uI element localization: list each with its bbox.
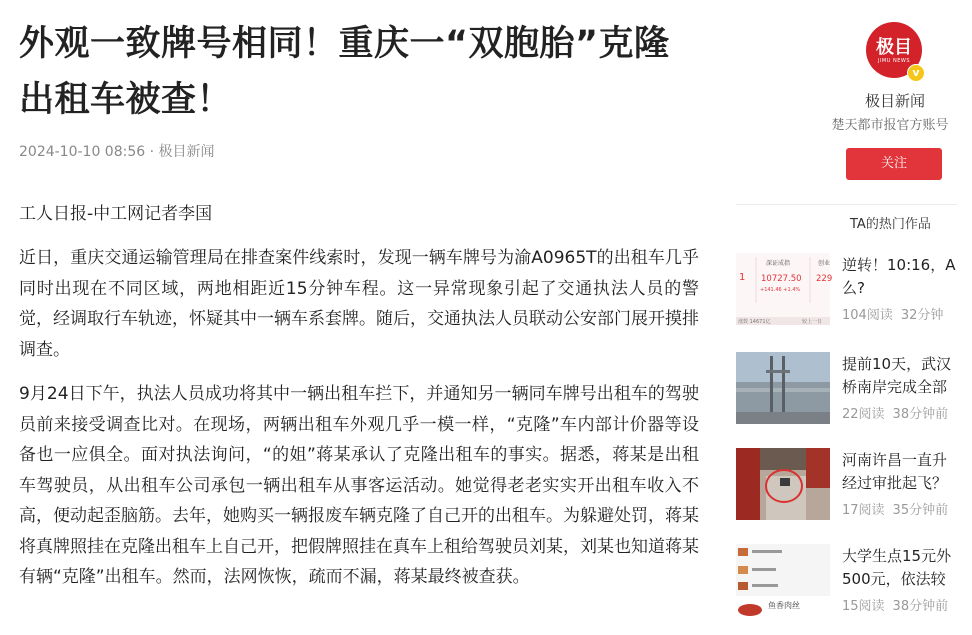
follow-button[interactable]: 关注 (846, 148, 942, 180)
hot-item-time: 32分钟 (900, 308, 944, 323)
hot-item-stats (842, 406, 956, 424)
food-order-thumbnail-image (736, 544, 830, 616)
hot-item-title[interactable] (842, 545, 972, 591)
verified-badge-icon: v (907, 64, 925, 82)
hot-item-stats (842, 307, 951, 325)
hot-works-heading: TA的热门作品 (850, 217, 931, 232)
hot-item-stats (842, 598, 956, 616)
hot-item-reads: 104阅读 (842, 308, 893, 323)
sidebar-divider (736, 204, 957, 205)
thumb-footer-b: 较上一日 (802, 319, 823, 325)
article-title-line1: 外观一致牌号相同！重庆一“双胞胎”克隆 (19, 24, 670, 64)
logo-text: 极目 (876, 37, 912, 58)
thumb-value-a: 10727.50 (761, 274, 802, 284)
hot-item-thumbnail[interactable] (736, 448, 830, 520)
article-meta: 2024-10-10 08:56 · 极目新闻 (19, 144, 215, 160)
hot-item-time: 38分钟前 (892, 599, 949, 614)
hot-item-thumbnail[interactable] (736, 352, 830, 424)
hot-item-reads: 17阅读 (842, 503, 885, 518)
account-description: 楚天都市报官方账号 (831, 118, 949, 133)
hot-item-stats (842, 502, 956, 520)
thumb-change-a: +141.46 +1.4% (760, 287, 801, 293)
article-paragraph-1: 近日，重庆交通运输管理局在排查案件线索时，发现一辆车牌号为渝A0965T的出租车几乎同时出现在不同区域，两地相距近15分钟车程。这一异常现象引起了交通执法人员的警觉，经调取行车轨迹，怀疑其中一辆车系套牌。随后，交通执法人员联动公安部门展开摸排调查。 (19, 248, 699, 360)
hot-item[interactable] (736, 448, 957, 520)
hot-item-title-line1: 提前10天，武汉 (842, 355, 952, 373)
thumb-left-value: 1 (739, 272, 746, 283)
hot-item-title-line2: 500元，依法较 (842, 570, 946, 588)
article (19, 0, 699, 593)
hot-item-reads: 15阅读 (842, 599, 885, 614)
article-title (19, 16, 699, 128)
hot-item[interactable] (736, 544, 957, 616)
hot-item-thumbnail[interactable] (736, 544, 830, 616)
logo-subtext: JIMU NEWS (877, 58, 911, 64)
thumb-label-b: 创业 (818, 260, 831, 267)
hot-item-time: 38分钟前 (892, 407, 949, 422)
thumb-footer-a: 涨数 14671亿 (738, 319, 771, 325)
hot-item-title[interactable] (842, 353, 972, 399)
thumb-value-b: 229 (816, 274, 833, 284)
hot-item[interactable] (736, 253, 957, 325)
hot-item-thumbnail[interactable] (736, 253, 833, 325)
thumb-caption: 鱼香肉丝 (768, 601, 800, 610)
hot-item[interactable] (736, 352, 957, 424)
hot-item-reads: 22阅读 (842, 407, 885, 422)
hot-item-title-line2: 桥南岸完成全部 (842, 378, 948, 396)
article-author: 工人日报-中工网记者李国 (19, 204, 213, 224)
helicopter-scene-thumbnail-image (736, 448, 830, 520)
article-paragraph-2: 9月24日下午，执法人员成功将其中一辆出租车拦下，并通知另一辆同车牌号出租车的驾驶员前来接受调查比对。在现场，两辆出租车外观几乎一模一样，“克隆”车内部计价器等设备也一应俱全。面对执法询问，“的姐”蒋某承认了克隆出租车的事实。据悉，蒋某是出租车驾驶员，从出租车公司承包一辆出租车从事客运活动。她觉得老老实实开出租车收入不高，便动起歪脑筋。去年，她购买一辆报废车辆克隆了自己开的出租车。为躲避处罚，蒋某将真牌照挂在克隆出租车上自己开，把假牌照挂在真车上租给驾驶员刘某，刘某也知道蒋某有辆“克隆”出租车。然而，法网恢恢，疏而不漏，蒋某最终被查获。 (19, 384, 699, 587)
hot-item-title[interactable] (842, 449, 972, 495)
stock-chart-thumbnail-image (736, 253, 833, 325)
hot-item-title-line2: 经过审批起飞？ (842, 474, 948, 492)
hot-item-title-line1: 大学生点15元外 (842, 547, 952, 565)
article-title-line2: 出租车被查！ (19, 80, 233, 120)
hot-item-title[interactable] (842, 254, 972, 300)
hot-item-title-line2: 么? (842, 279, 865, 297)
thumb-label-a: 深证成指 (766, 260, 791, 267)
account-name[interactable]: 极目新闻 (864, 92, 925, 110)
hot-item-time: 35分钟前 (892, 503, 949, 518)
hot-item-title-line1: 逆转！10:16，A (842, 256, 956, 274)
hot-item-title-line1: 河南许昌一直升 (842, 451, 948, 469)
bridge-thumbnail-image (736, 352, 830, 424)
